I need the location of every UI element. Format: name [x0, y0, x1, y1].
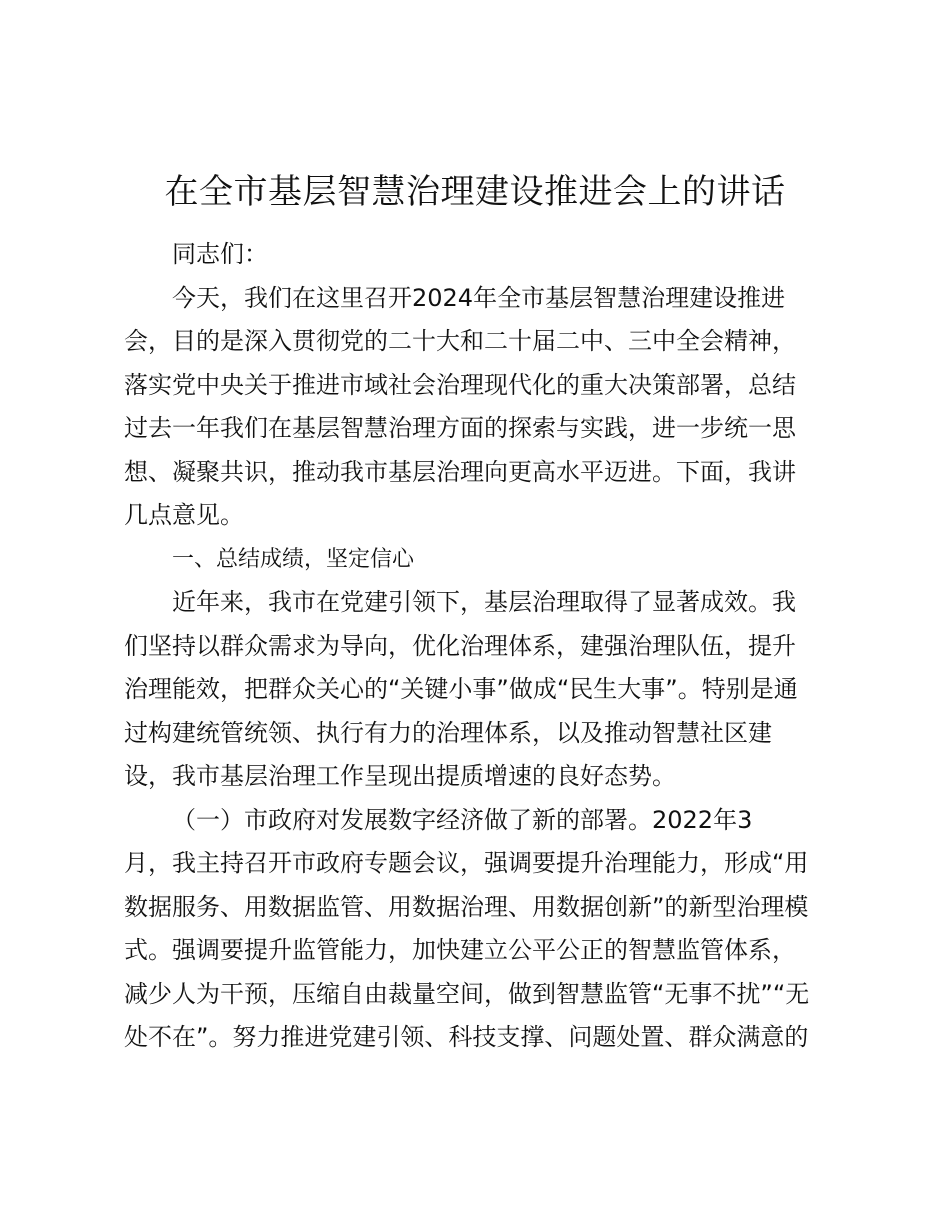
paragraph-line: 几点意见。 — [124, 501, 244, 529]
paragraph-line: 近年来，我市在党建引领下，基层治理取得了显著成效。我 — [172, 588, 796, 616]
paragraph-line: 过构建统管统领、执行有力的治理体系，以及推动智慧社区建 — [124, 718, 772, 747]
section-heading: 一、总结成绩，坚定信心 — [172, 546, 415, 572]
document-title: 在全市基层智慧治理建设推进会上的讲话 — [164, 172, 786, 212]
paragraph-line: 减少人为干预，压缩自由裁量空间，做到智慧监管“无事不扰”“无 — [124, 979, 810, 1008]
subsection-line: （一）市政府对发展数字经济做了新的部署。2022年3 — [172, 805, 753, 834]
paragraph-line: 设，我市基层治理工作呈现出提质增速的良好态势。 — [124, 762, 676, 790]
paragraph-line: 会，目的是深入贯彻党的二十大和二十届二中、三中全会精神， — [124, 327, 796, 355]
paragraph-line: 们坚持以群众需求为导向，优化治理体系，建强治理队伍，提升 — [124, 631, 796, 660]
paragraph-line: 落实党中央关于推进市域社会治理现代化的重大决策部署，总结 — [124, 370, 796, 399]
paragraph-line: 治理能效，把群众关心的“关键小事”做成“民生大事”。特别是通 — [124, 675, 798, 703]
paragraph-line: 数据服务、用数据监管、用数据治理、用数据创新”的新型治理模 — [124, 892, 809, 921]
paragraph-line: 式。强调要提升监管能力，加快建立公平公正的智慧监管体系， — [124, 936, 796, 964]
paragraph-line: 今天，我们在这里召开2024年全市基层智慧治理建设推进 — [172, 283, 786, 312]
paragraph-line: 想、凝聚共识，推动我市基层治理向更高水平迈进。下面，我讲 — [124, 457, 796, 486]
paragraph-line: 过去一年我们在基层智慧治理方面的探索与实践，进一步统一思 — [124, 414, 796, 442]
document-body — [124, 233, 844, 1060]
paragraph-line: 处不在”。努力推进党建引领、科技支撑、问题处置、群众满意的 — [124, 1023, 809, 1051]
salutation-line: 同志们： — [172, 240, 268, 268]
paragraph-line: 月，我主持召开市政府专题会议，强调要提升治理能力，形成“用 — [124, 849, 809, 877]
